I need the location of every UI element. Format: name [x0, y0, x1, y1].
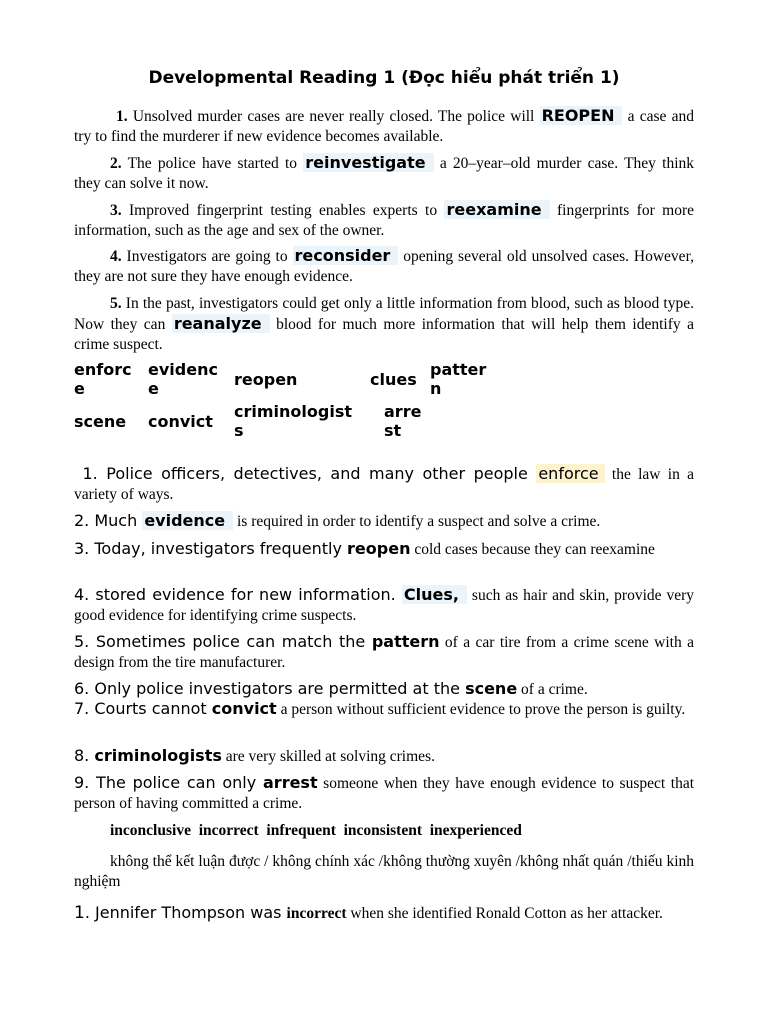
exercise-lead: 8. — [74, 746, 95, 765]
exercise-text: of a car tire from a crime scene with a design from the tire manufacturer. — [74, 634, 694, 671]
vocab-word-list: inconclusive incorrect infrequent inconsistent inexperienced — [110, 822, 522, 839]
exercise-6 — [74, 679, 694, 700]
passage-text: a case and try to find the murderer if new evidence becomes available. — [74, 108, 694, 145]
final-lead: . Jennifer Thompson was — [84, 903, 287, 922]
passage-number: 4. — [110, 248, 122, 265]
passage-number: 1. — [116, 108, 128, 125]
passage-text: blood for much more information that will help them identify a crime suspect. — [74, 316, 694, 353]
passage-text: Unsolved murder cases are never really closed. The police will — [127, 108, 540, 125]
answer-word: evidence — [142, 511, 233, 530]
passage-3 — [74, 200, 694, 241]
exercise-text: a person without sufficient evidence to prove the person is guilty. — [276, 701, 686, 718]
highlighted-word: reconsider — [293, 246, 399, 265]
passage-text: In the past, investigators could get only a little information from blood, such as blood type. Now they can — [74, 295, 694, 333]
exercise-text: such as hair and skin, provide very good evidence for identifying crime suspects. — [74, 587, 695, 624]
exercise-text: is required in order to identify a suspect and solve a crime. — [233, 513, 601, 530]
word-bank-cell: enforc e — [74, 360, 132, 398]
exercise-1 — [74, 464, 694, 505]
passage-5 — [74, 294, 694, 355]
word-bank-cell: criminologist s — [234, 402, 352, 440]
passage-4 — [74, 246, 694, 287]
passage-text: The police have started to — [121, 155, 304, 172]
word-bank-cell: patter n — [430, 360, 487, 398]
exercise-text: cold cases because they can reexamine — [410, 541, 655, 558]
passage-text: fingerprints for more information, such as the age and sex of the owner. — [74, 202, 694, 239]
exercise-lead: 5. Sometimes police can match the — [74, 632, 372, 651]
word-bank-cell: clues — [370, 370, 417, 389]
vocab-translation: không thể kết luận được / không chính xác /không thường xuyên /không nhất quán /thiếu kinh nghiệm — [74, 853, 694, 890]
exercise-text: are very skilled at solving crimes. — [221, 748, 435, 765]
highlighted-word: reanalyze — [172, 314, 270, 333]
passage-number: 2. — [110, 155, 122, 172]
word-bank-cell: scene — [74, 412, 127, 431]
page-title: Developmental Reading 1 (Đọc hiểu phát triển 1) — [148, 68, 620, 88]
exercise-lead: 9. The police can only — [74, 773, 263, 792]
highlighted-word: reexamine — [444, 200, 549, 219]
word-bank-cell: arre st — [384, 402, 422, 440]
answer-word: criminologists — [94, 746, 222, 765]
passage-text: opening several old unsolved cases. However, they are not sure they have enough evidence. — [74, 248, 694, 285]
word-bank-cell: evidenc e — [148, 360, 218, 398]
answer-word: arrest — [263, 773, 318, 792]
highlighted-word: reinvestigate — [303, 153, 433, 172]
exercise-lead: 1. Police officers, detectives, and many other people — [74, 464, 537, 483]
exercise-2 — [74, 511, 694, 532]
final-sentence — [74, 903, 694, 924]
final-text: when she identified Ronald Cotton as her attacker. — [346, 905, 663, 922]
passage-text: Improved fingerprint testing enables experts to — [121, 202, 445, 219]
passage-number: 5. — [110, 295, 122, 312]
exercise-3 — [74, 539, 694, 560]
answer-word: enforce — [536, 464, 604, 483]
word-bank-cell: reopen — [234, 370, 298, 389]
exercise-text: the law in a variety of ways. — [74, 466, 694, 503]
passage-2 — [74, 153, 694, 194]
answer-word: pattern — [371, 632, 440, 651]
exercise-text: of a crime. — [517, 681, 588, 698]
passage-1 — [74, 106, 694, 147]
exercise-text: someone when they have enough evidence to suspect that person of having committed a crime. — [74, 775, 695, 812]
exercise-9 — [74, 773, 694, 814]
exercise-5 — [74, 632, 694, 673]
passage-number: 3. — [110, 202, 122, 219]
answer-word: scene — [465, 679, 518, 698]
highlighted-word: REOPEN — [540, 106, 623, 125]
word-bank-cell: convict — [148, 412, 213, 431]
final-number: 1 — [74, 903, 85, 923]
answer-word: reopen — [347, 539, 411, 558]
passage-text: Investigators are going to — [121, 248, 293, 265]
passage-text: a 20–year–old murder case. They think they can solve it now. — [74, 155, 695, 192]
answer-word: incorrect — [286, 905, 347, 922]
answer-word: convict — [211, 699, 277, 718]
exercise-4 — [74, 585, 694, 626]
exercise-8 — [74, 746, 694, 767]
answer-word: Clues, — [402, 585, 467, 604]
exercise-7 — [74, 699, 694, 720]
exercise-lead: 3. Today, investigators frequently — [74, 539, 348, 558]
exercise-lead: 7. Courts cannot — [74, 699, 212, 718]
exercise-lead: 6. Only police investigators are permitted at the — [74, 679, 466, 698]
exercise-lead: 2. Much — [74, 511, 143, 530]
exercise-lead: 4. stored evidence for new information. — [74, 585, 402, 604]
